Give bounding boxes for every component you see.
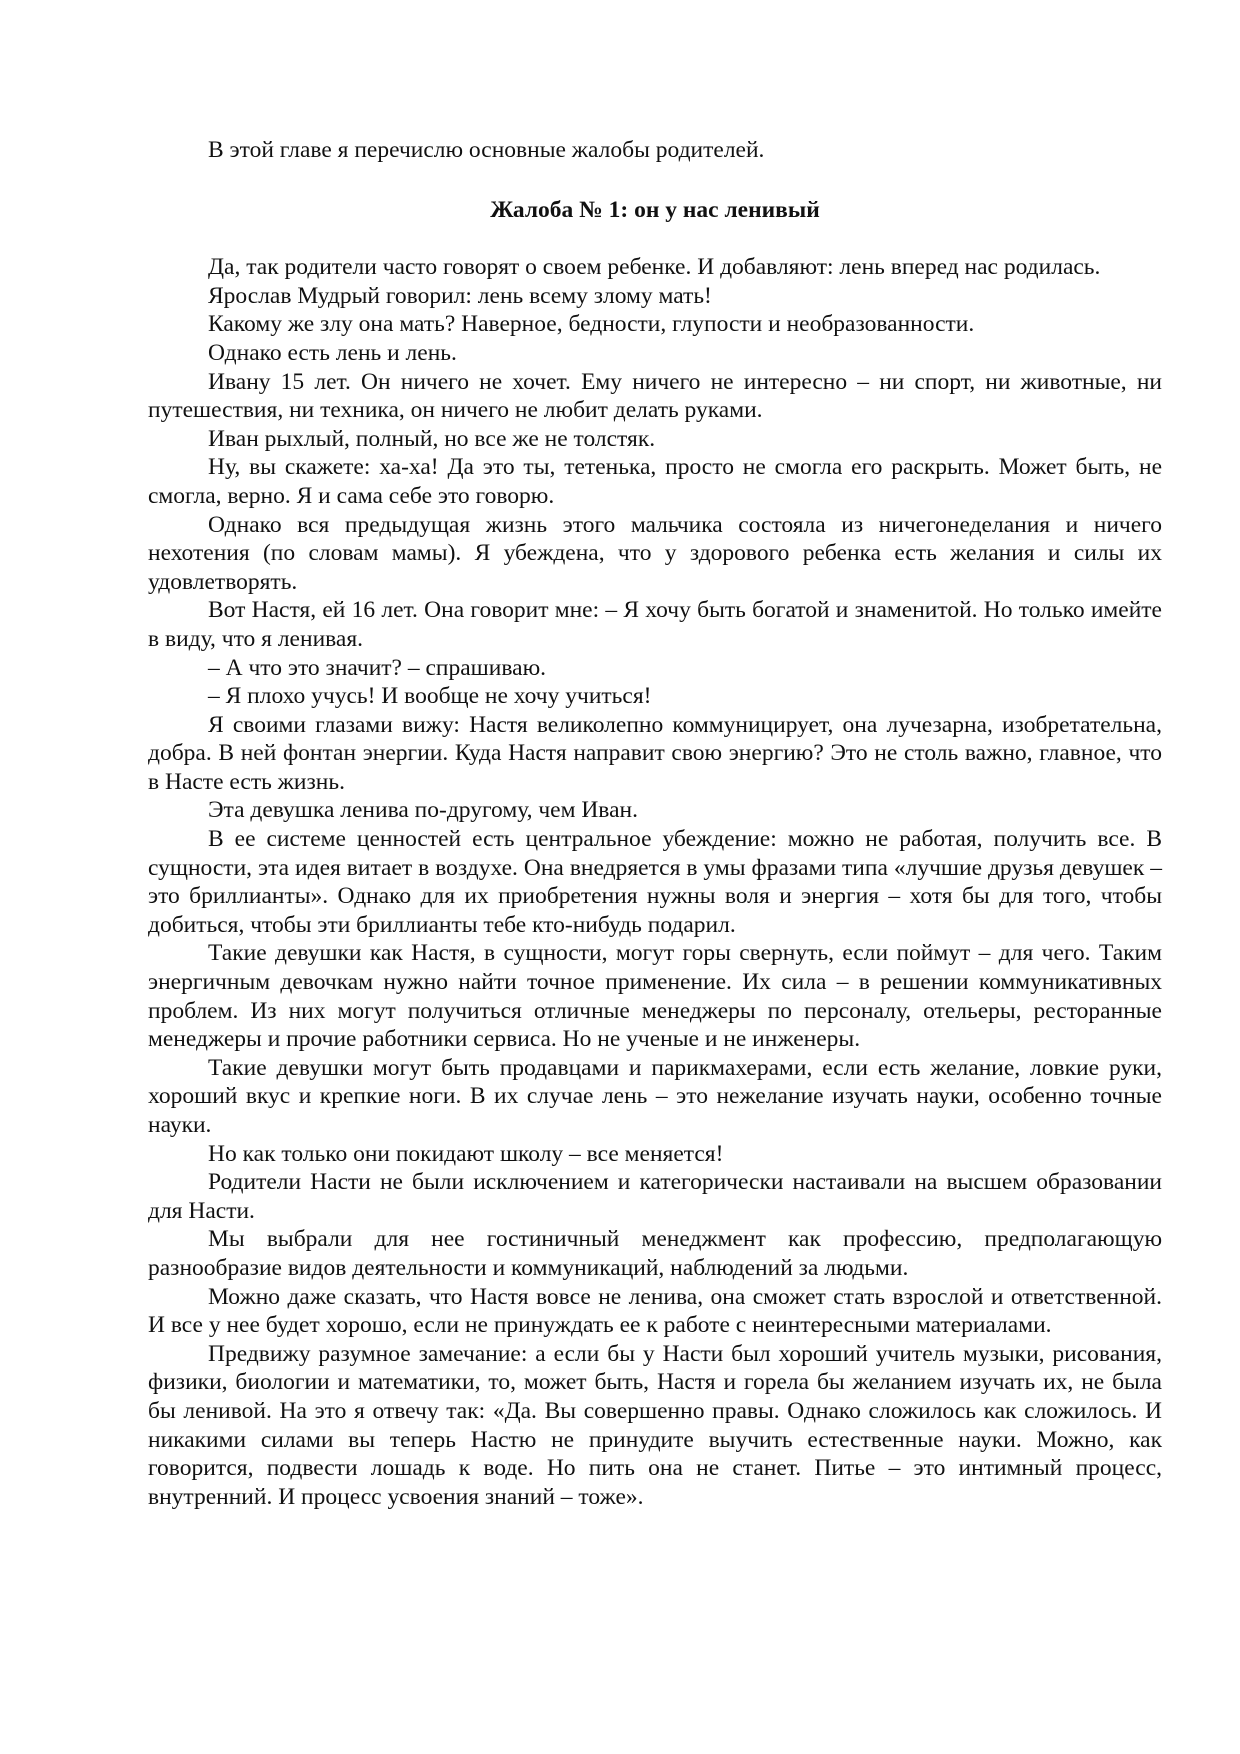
paragraph: В ее системе ценностей есть центральное убеждение: можно не работая, получить все. В сущности, эта идея витает в воздухе. Она внедряется в умы фразами типа «лучшие друзья девушек – это бриллианты». Однако для их приобретения нужны воля и энергия – хотя бы для того, чтобы добиться, чтобы эти бриллианты тебе кто-нибудь подарил. <box>148 826 1162 938</box>
paragraph: Ивану 15 лет. Он ничего не хочет. Ему ничего не интересно – ни спорт, ни животные, ни путешествия, ни техника, он ничего не любит делать руками. <box>148 368 1162 424</box>
paragraph: Такие девушки могут быть продавцами и парикмахерами, если есть желание, ловкие руки, хороший вкус и крепкие ноги. В их случае лень – это нежелание изучать науки, особенно точные науки. <box>148 1054 1162 1138</box>
paragraph: Вот Настя, ей 16 лет. Она говорит мне: – Я хочу быть богатой и знаменитой. Но только имейте в виду, что я ленивая. <box>148 597 1162 652</box>
dialogue-line: – Я плохо учусь! И вообще не хочу учиться! <box>208 683 652 710</box>
paragraph: Иван рыхлый, полный, но все же не толстяк. <box>208 425 656 452</box>
paragraph: Можно даже сказать, что Настя вовсе не ленива, она сможет стать взрослой и ответственной. И все у нее будет хорошо, если не принуждать ее к работе с неинтересными материалами. <box>148 1283 1162 1339</box>
paragraph: Ну, вы скажете: ха-ха! Да это ты, тетенька, просто не смогла его раскрыть. Может быть, не смогла, верно. Я и сама себе это говорю. <box>148 454 1162 509</box>
paragraph: Ярослав Мудрый говорил: лень всему злому мать! <box>208 282 712 309</box>
paragraph: Но как только они покидают школу – все меняется! <box>208 1140 724 1167</box>
paragraph: Однако есть лень и лень. <box>208 339 457 366</box>
document-page <box>148 136 1162 1511</box>
paragraph: Однако вся предыдущая жизнь этого мальчика состояла из ничегонеделания и ничего нехотения (по словам мамы). Я убеждена, что у здорового ребенка есть желания и силы их удовлетворять. <box>148 511 1162 595</box>
paragraph: Какому же злу она мать? Наверное, бедности, глупости и необразованности. <box>208 311 975 338</box>
chapter-heading: Жалоба № 1: он у нас ленивый <box>490 196 820 223</box>
paragraph: Родители Насти не были исключением и категорически настаивали на высшем образовании для Насти. <box>148 1169 1162 1224</box>
paragraph: Мы выбрали для нее гостиничный менеджмент как профессию, предполагающую разнообразие видов деятельности и коммуникаций, наблюдений за людьми. <box>148 1226 1162 1281</box>
paragraph: Предвижу разумное замечание: а если бы у Насти был хороший учитель музыки, рисования, физики, биологии и математики, то, может быть, Настя и горела бы желанием изучать их, не была бы ленивой. На это я отвечу так: «Да. Вы совершенно правы. Однако сложилось как сложилось. И никакими силами вы теперь Настю не принудите выучить естественные науки. Можно, как говорится, подвести лошадь к воде. Но пить она не станет. Питье – это интимный процесс, внутренний. И процесс усвоения знаний – тоже». <box>148 1340 1162 1510</box>
intro-paragraph: В этой главе я перечислю основные жалобы родителей. <box>208 137 765 163</box>
paragraph: Я своими глазами вижу: Настя великолепно коммуницирует, она лучезарна, изобретательна, добра. В ней фонтан энергии. Куда Настя направит свою энергию? Это не столь важно, главное, что в Насте есть жизнь. <box>148 711 1162 795</box>
paragraph: Да, так родители часто говорят о своем ребенке. И добавляют: лень вперед нас родилась. <box>208 254 1101 281</box>
paragraph: Такие девушки как Настя, в сущности, могут горы свернуть, если поймут – для чего. Таким энергичным девочкам нужно найти точное применение. Их сила – в решении коммуникативных проблем. Из них могут получиться отличные менеджеры по персоналу, отельеры, ресторанные менеджеры и прочие работники сервиса. Но не ученые и не инженеры. <box>148 940 1162 1053</box>
dialogue-line: – А что это значит? – спрашиваю. <box>208 654 546 681</box>
paragraph: Эта девушка ленива по-другому, чем Иван. <box>208 797 638 824</box>
